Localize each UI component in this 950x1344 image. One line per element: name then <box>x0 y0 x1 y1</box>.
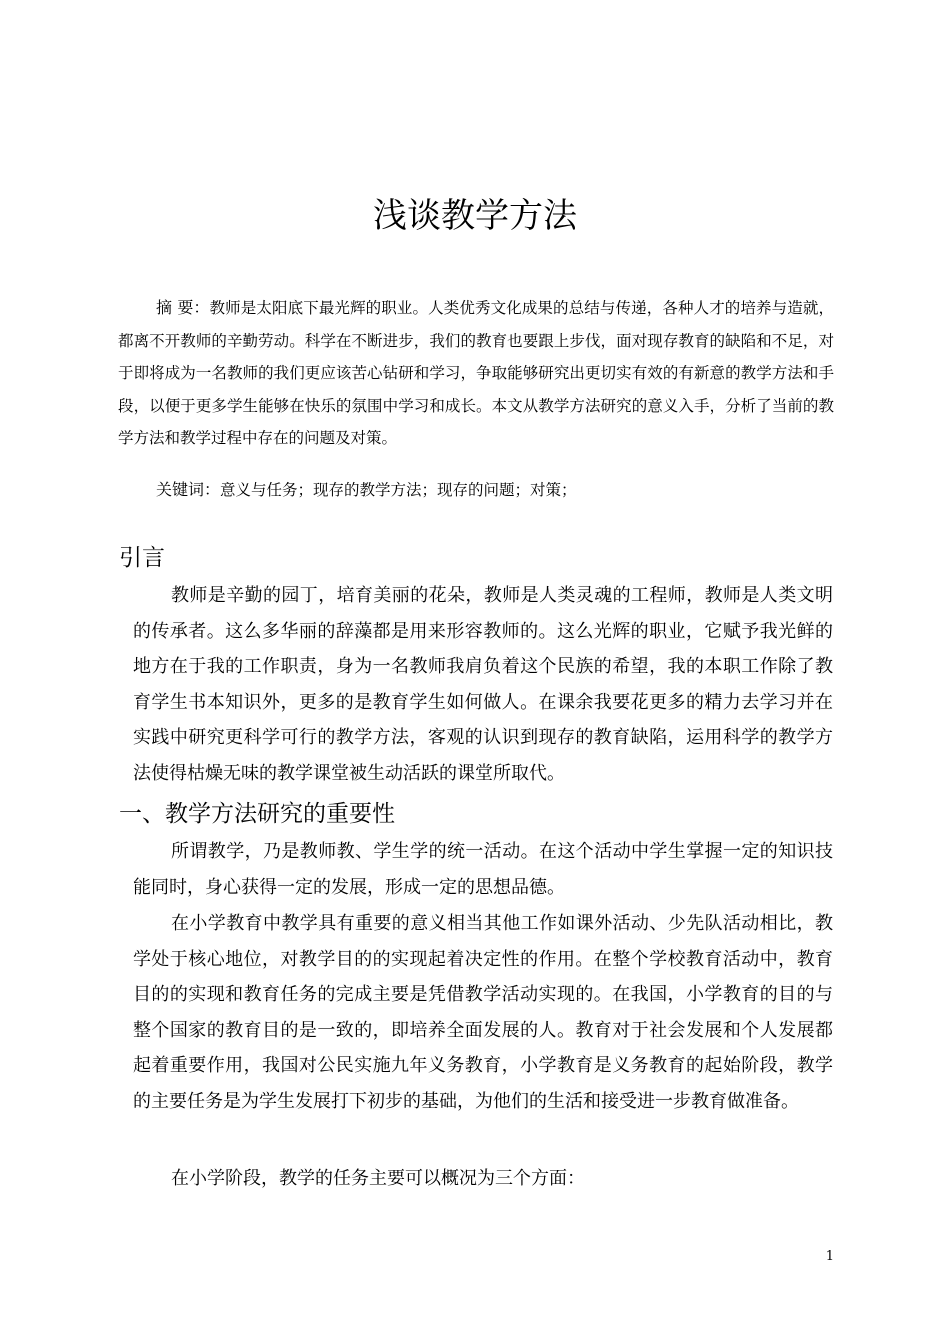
abstract-label: 摘 要： <box>156 298 210 317</box>
keywords-text: 意义与任务；现存的教学方法；现存的问题；对策； <box>220 481 577 499</box>
document-title: 浅谈教学方法 <box>373 196 577 236</box>
section1-heading: 一、教学方法研究的重要性 <box>119 801 395 827</box>
section1-paragraph-3: 在小学阶段，教学的任务主要可以概况为三个方面： <box>171 1168 585 1189</box>
section1-paragraph-1: 所谓教学，乃是教师教、学生学的统一活动。在这个活动中学生掌握一定的知识技能同时，身心获得一定的发展，形成一定的思想品德。 <box>133 841 833 898</box>
page-number: 1 <box>825 1249 834 1264</box>
section1-paragraph-2: 在小学教育中教学具有重要的意义相当其他工作如课外活动、少先队活动相比，教学处于核心地位，对教学目的的实现起着决定性的作用。在整个学校教育活动中，教育目的的实现和教育任务的完成主要是凭借教学活动实现的。在我国，小学教育的目的与整个国家的教育目的是一致的，即培养全面发展的人。教育对于社会发展和个人发展都起着重要作用，我国对公民实施九年义务教育，小学教育是义务教育的起始阶段，教学的主要任务是为学生发展打下初步的基础，为他们的生活和接受进一步教育做准备。 <box>133 913 833 1112</box>
intro-heading: 引言 <box>119 545 165 571</box>
intro-paragraph: 教师是辛勤的园丁，培育美丽的花朵，教师是人类灵魂的工程师，教师是人类文明的传承者。这么多华丽的辞藻都是用来形容教师的。这么光辉的职业，它赋予我光鲜的地方在于我的工作职责，身为一名教师我肩负着这个民族的希望，我的本职工作除了教育学生书本知识外，更多的是教育学生如何做人。在课余我要花更多的精力去学习并在实践中研究更科学可行的教学方法，客观的认识到现存的教育缺陷，运用科学的教学方法使得枯燥无味的教学课堂被生动活跃的课堂所取代。 <box>133 585 833 784</box>
abstract-text: 教师是太阳底下最光辉的职业。人类优秀文化成果的总结与传递，各种人才的培养与造就，都离不开教师的辛勤劳动。科学在不断进步，我们的教育也要跟上步伐，面对现存教育的缺陷和不足，对于即将成为一名教师的我们更应该苦心钻研和学习，争取能够研究出更切实有效的有新意的教学方法和手段，以便于更多学生能够在快乐的氛围中学习和成长。本文从教学方法研究的意义入手，分析了当前的教学方法和教学过程中存在的问题及对策。 <box>118 299 834 447</box>
abstract-paragraph <box>118 292 834 455</box>
keywords-line <box>156 474 836 506</box>
keywords-label: 关键词： <box>156 480 221 499</box>
